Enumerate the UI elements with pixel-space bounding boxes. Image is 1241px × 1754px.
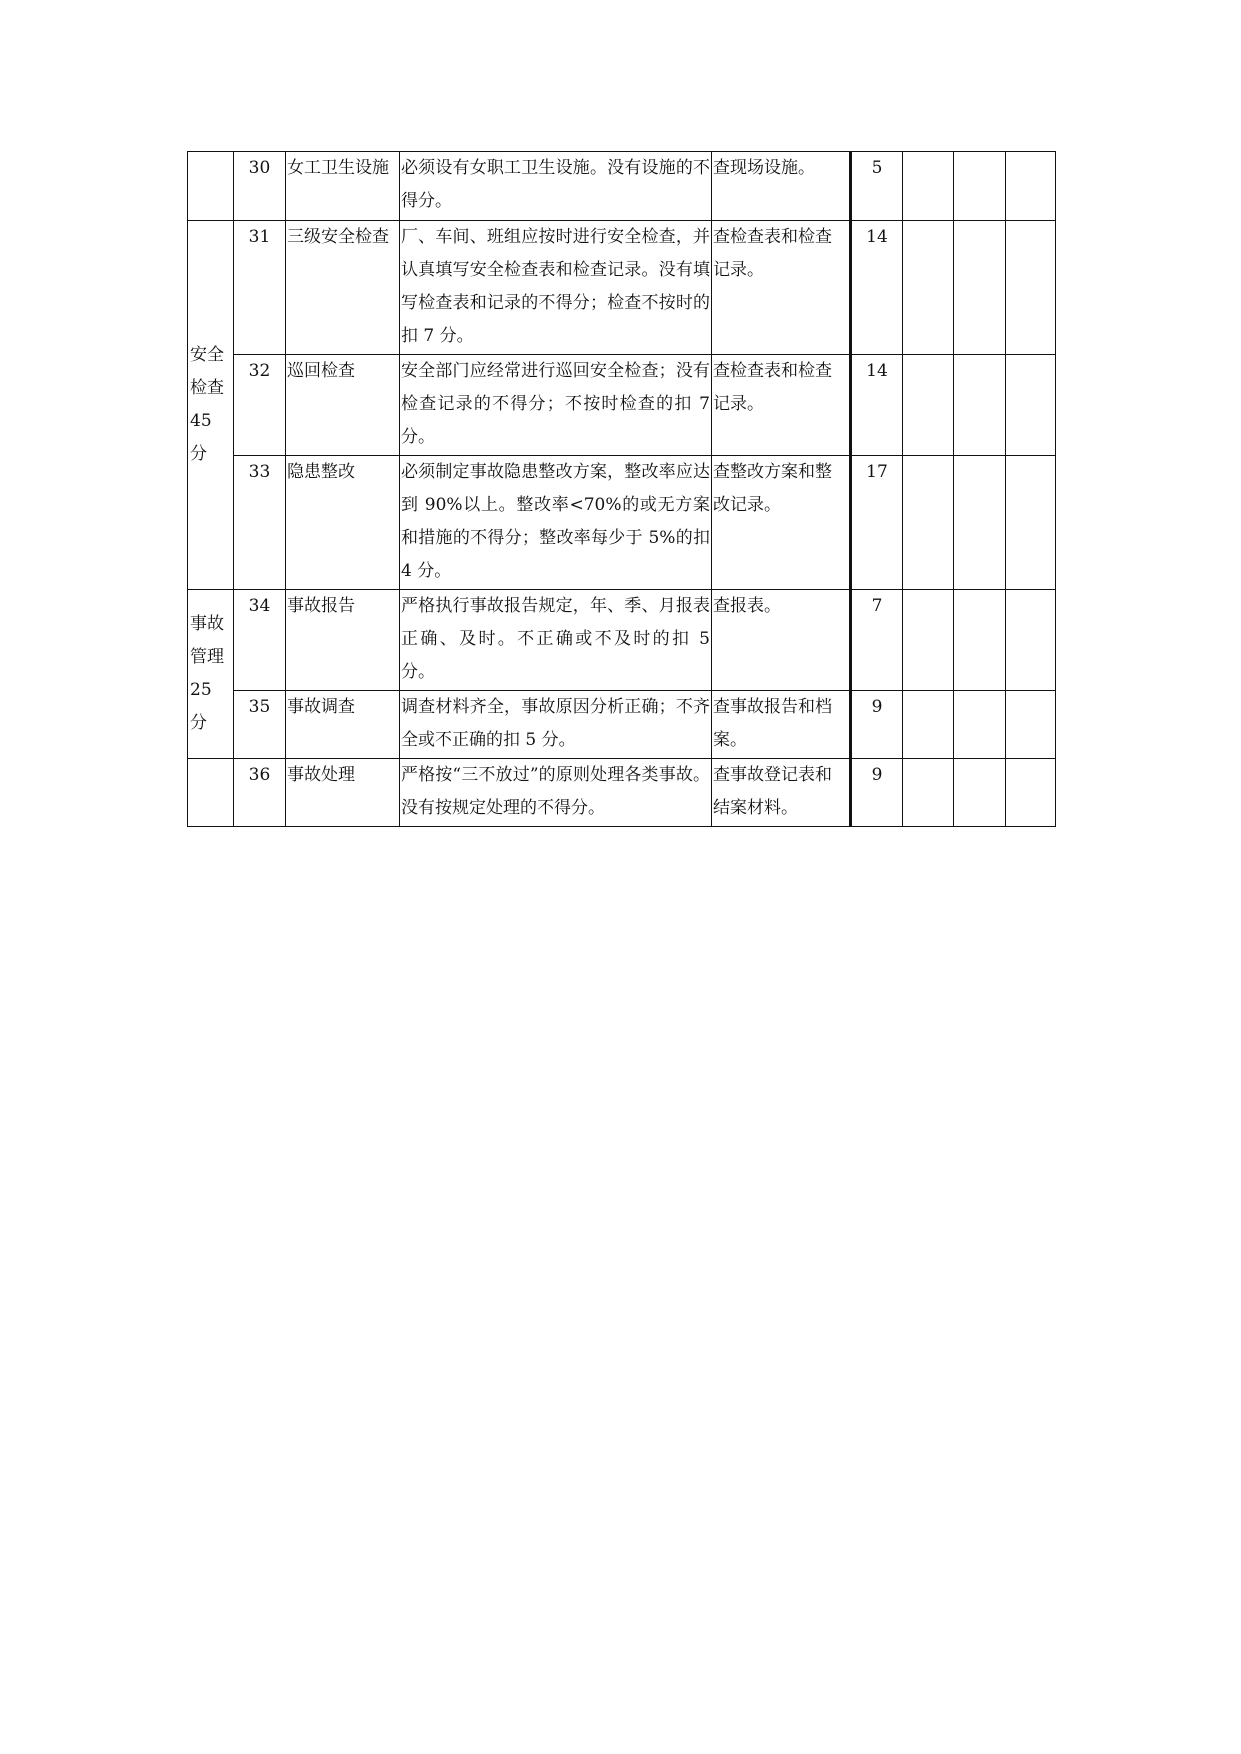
table-row [188, 221, 1056, 355]
blank-cell [903, 355, 954, 456]
blank-cell [903, 456, 954, 590]
blank-cell [1006, 590, 1056, 691]
item-number: 34 [234, 590, 286, 691]
blank-cell [1006, 456, 1056, 590]
blank-cell [903, 590, 954, 691]
standard-score: 7 [851, 590, 903, 691]
item-name: 三级安全检查 [286, 221, 400, 355]
check-method: 查现场设施。 [712, 152, 851, 221]
table-row [188, 691, 1056, 759]
blank-cell [1006, 221, 1056, 355]
standard-score: 17 [851, 456, 903, 590]
standard-score: 9 [851, 691, 903, 759]
item-requirement: 必须设有女职工卫生设施。没有设施的不得分。 [400, 152, 712, 221]
item-requirement: 厂、车间、班组应按时进行安全检查，并认真填写安全检查表和检查记录。没有填写检查表和记录的不得分；检查不按时的扣 7 分。 [400, 221, 712, 355]
check-method: 查检查表和检查记录。 [712, 221, 851, 355]
table-row [188, 456, 1056, 590]
blank-cell [1006, 355, 1056, 456]
category-line: 管理 [190, 647, 224, 667]
item-number: 33 [234, 456, 286, 590]
item-requirement: 必须制定事故隐患整改方案，整改率应达到 90%以上。整改率<70%的或无方案和措施的不得分；整改率每少于 5%的扣 4 分。 [400, 456, 712, 590]
blank-cell [954, 691, 1006, 759]
item-number: 31 [234, 221, 286, 355]
blank-cell [954, 152, 1006, 221]
item-requirement: 安全部门应经常进行巡回安全检查；没有检查记录的不得分；不按时检查的扣 7 分。 [400, 355, 712, 456]
blank-cell [903, 152, 954, 221]
standard-score: 5 [851, 152, 903, 221]
category-line: 检查 [190, 378, 224, 398]
category-accident-management [188, 590, 234, 759]
blank-cell [1006, 759, 1056, 827]
blank-cell [1006, 691, 1056, 759]
item-number: 30 [234, 152, 286, 221]
standard-score: 14 [851, 355, 903, 456]
blank-cell [903, 691, 954, 759]
blank-cell [954, 456, 1006, 590]
item-name: 事故报告 [286, 590, 400, 691]
category-line: 45 分 [190, 411, 212, 464]
item-number: 35 [234, 691, 286, 759]
blank-cell [954, 221, 1006, 355]
item-number: 36 [234, 759, 286, 827]
table-row [188, 355, 1056, 456]
category-line: 25 分 [190, 680, 212, 733]
blank-cell [954, 759, 1006, 827]
item-requirement: 严格执行事故报告规定，年、季、月报表正确、及时。不正确或不及时的扣 5 分。 [400, 590, 712, 691]
safety-score-table [187, 151, 1056, 827]
standard-score: 14 [851, 221, 903, 355]
item-name: 女工卫生设施 [286, 152, 400, 221]
item-requirement: 严格按“三不放过”的原则处理各类事故。没有按规定处理的不得分。 [400, 759, 712, 827]
blank-cell [903, 221, 954, 355]
category-safety-inspection [188, 221, 234, 590]
standard-score: 9 [851, 759, 903, 827]
item-requirement: 调查材料齐全，事故原因分析正确；不齐全或不正确的扣 5 分。 [400, 691, 712, 759]
item-name: 巡回检查 [286, 355, 400, 456]
check-method: 查事故登记表和结案材料。 [712, 759, 851, 827]
item-number: 32 [234, 355, 286, 456]
check-method: 查事故报告和档案。 [712, 691, 851, 759]
table-row [188, 590, 1056, 691]
table-row [188, 759, 1056, 827]
category-line: 事故 [190, 614, 224, 634]
check-method: 查整改方案和整改记录。 [712, 456, 851, 590]
category-cell-empty [188, 152, 234, 221]
category-cell-empty [188, 759, 234, 827]
check-method: 查报表。 [712, 590, 851, 691]
blank-cell [903, 759, 954, 827]
table-row [188, 152, 1056, 221]
category-line: 安全 [190, 345, 224, 365]
item-name: 隐患整改 [286, 456, 400, 590]
blank-cell [954, 355, 1006, 456]
blank-cell [1006, 152, 1056, 221]
blank-cell [954, 590, 1006, 691]
item-name: 事故调查 [286, 691, 400, 759]
item-name: 事故处理 [286, 759, 400, 827]
check-method: 查检查表和检查记录。 [712, 355, 851, 456]
